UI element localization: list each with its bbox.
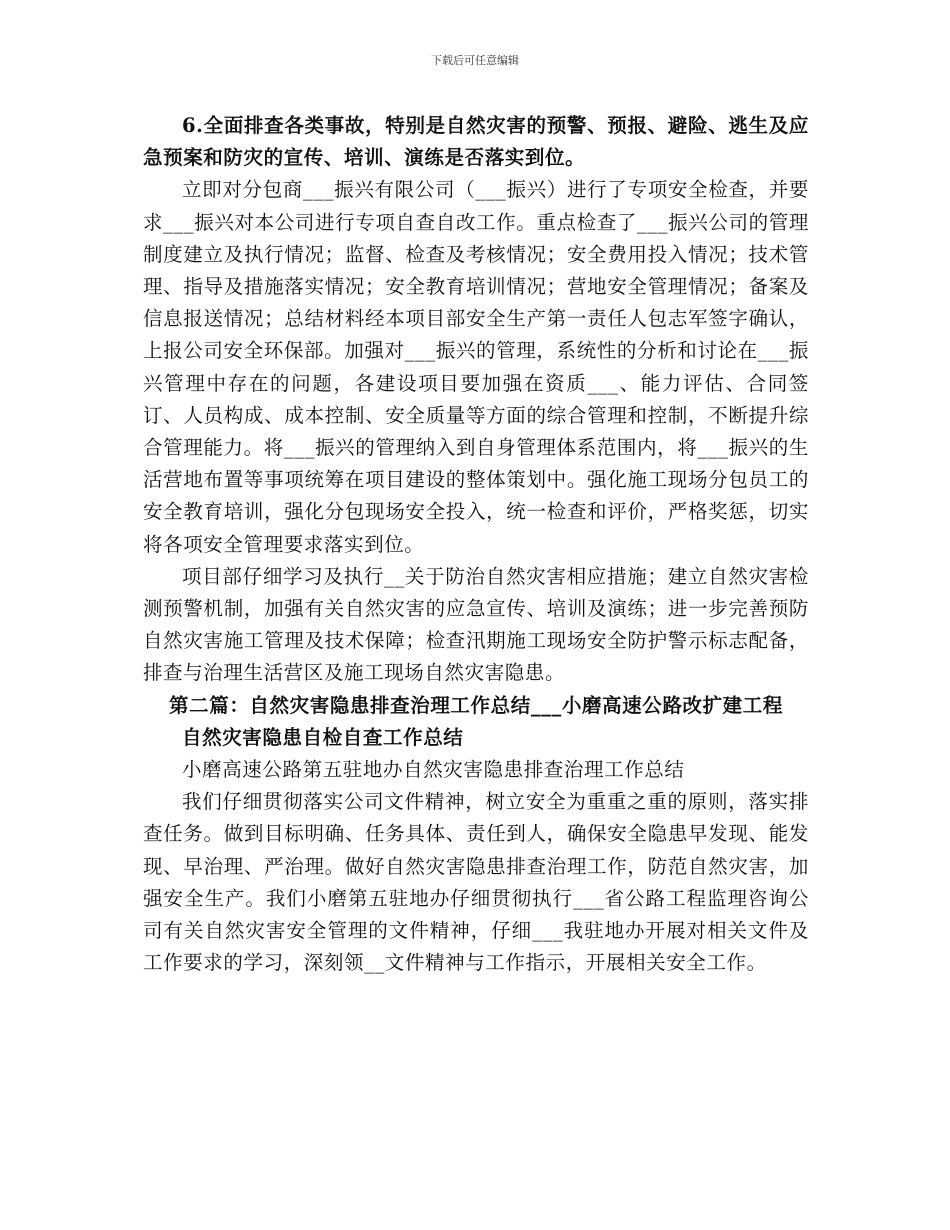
document-body (143, 110, 809, 979)
part-2-title: 第二篇：自然灾害隐患排查治理工作总结___小磨高速公路改扩建工程 (169, 693, 783, 717)
section-6-paragraph-2: 项目部仔细学习及执行__关于防治自然灾害相应措施；建立自然灾害检测预警机制，加强有关自然灾害的应急宣传、培训及演练；进一步完善预防自然灾害施工管理及技术保障；检查汛期施工现场安全防护警示标志配备，排查与治理生活营区及施工现场自然灾害隐患。 (143, 564, 809, 685)
page-header: 下载后可任意编辑 (431, 54, 519, 67)
part-2-report-title: 小磨高速公路第五驻地办自然灾害隐患排查治理工作总结 (182, 758, 685, 782)
part-2-paragraph-1: 我们仔细贯彻落实公司文件精神，树立安全为重重之重的原则，落实排查任务。做到目标明确、任务具体、责任到人，确保安全隐患早发现、能发现、早治理、严治理。做好自然灾害隐患排查治理工作，防范自然灾害，加强安全生产。我们小磨第五驻地办仔细贯彻执行___省公路工程监理咨询公司有关自然灾害安全管理的文件精神，仔细___我驻地办开展对相关文件及工作要求的学习，深刻领__文件精神与工作指示，开展相关安全工作。 (143, 790, 809, 975)
section-6-paragraph-1: 立即对分包商___振兴有限公司（___振兴）进行了专项安全检查，并要求___振兴对本公司进行专项自查自改工作。重点检查了___振兴公司的管理制度建立及执行情况；监督、检查及考核情况；安全费用投入情况；技术管理、指导及措施落实情况；安全教育培训情况；营地安全管理情况；备案及信息报送情况；总结材料经本项目部安全生产第一责任人包志军签字确认，上报公司安全环保部。加强对___振兴的管理，系统性的分析和讨论在___振兴管理中存在的问题，各建设项目要加强在资质___、能力评估、合同签订、人员构成、成本控制、安全质量等方面的综合管理和控制，不断提升综合管理能力。将___振兴的管理纳入到自身管理体系范围内，将___振兴的生活营地布置等事项统筹在项目建设的整体策划中。强化施工现场分包员工的安全教育培训，强化分包现场安全投入，统一检查和评价，严格奖惩，切实将各项安全管理要求落实到位。 (143, 178, 809, 556)
part-2-subtitle: 自然灾害隐患自检自查工作总结 (182, 725, 464, 749)
section-6-heading: 6.全面排查各类事故，特别是自然灾害的预警、预报、避险、逃生及应急预案和防灾的宣传、培训、演练是否落实到位。 (143, 114, 809, 170)
